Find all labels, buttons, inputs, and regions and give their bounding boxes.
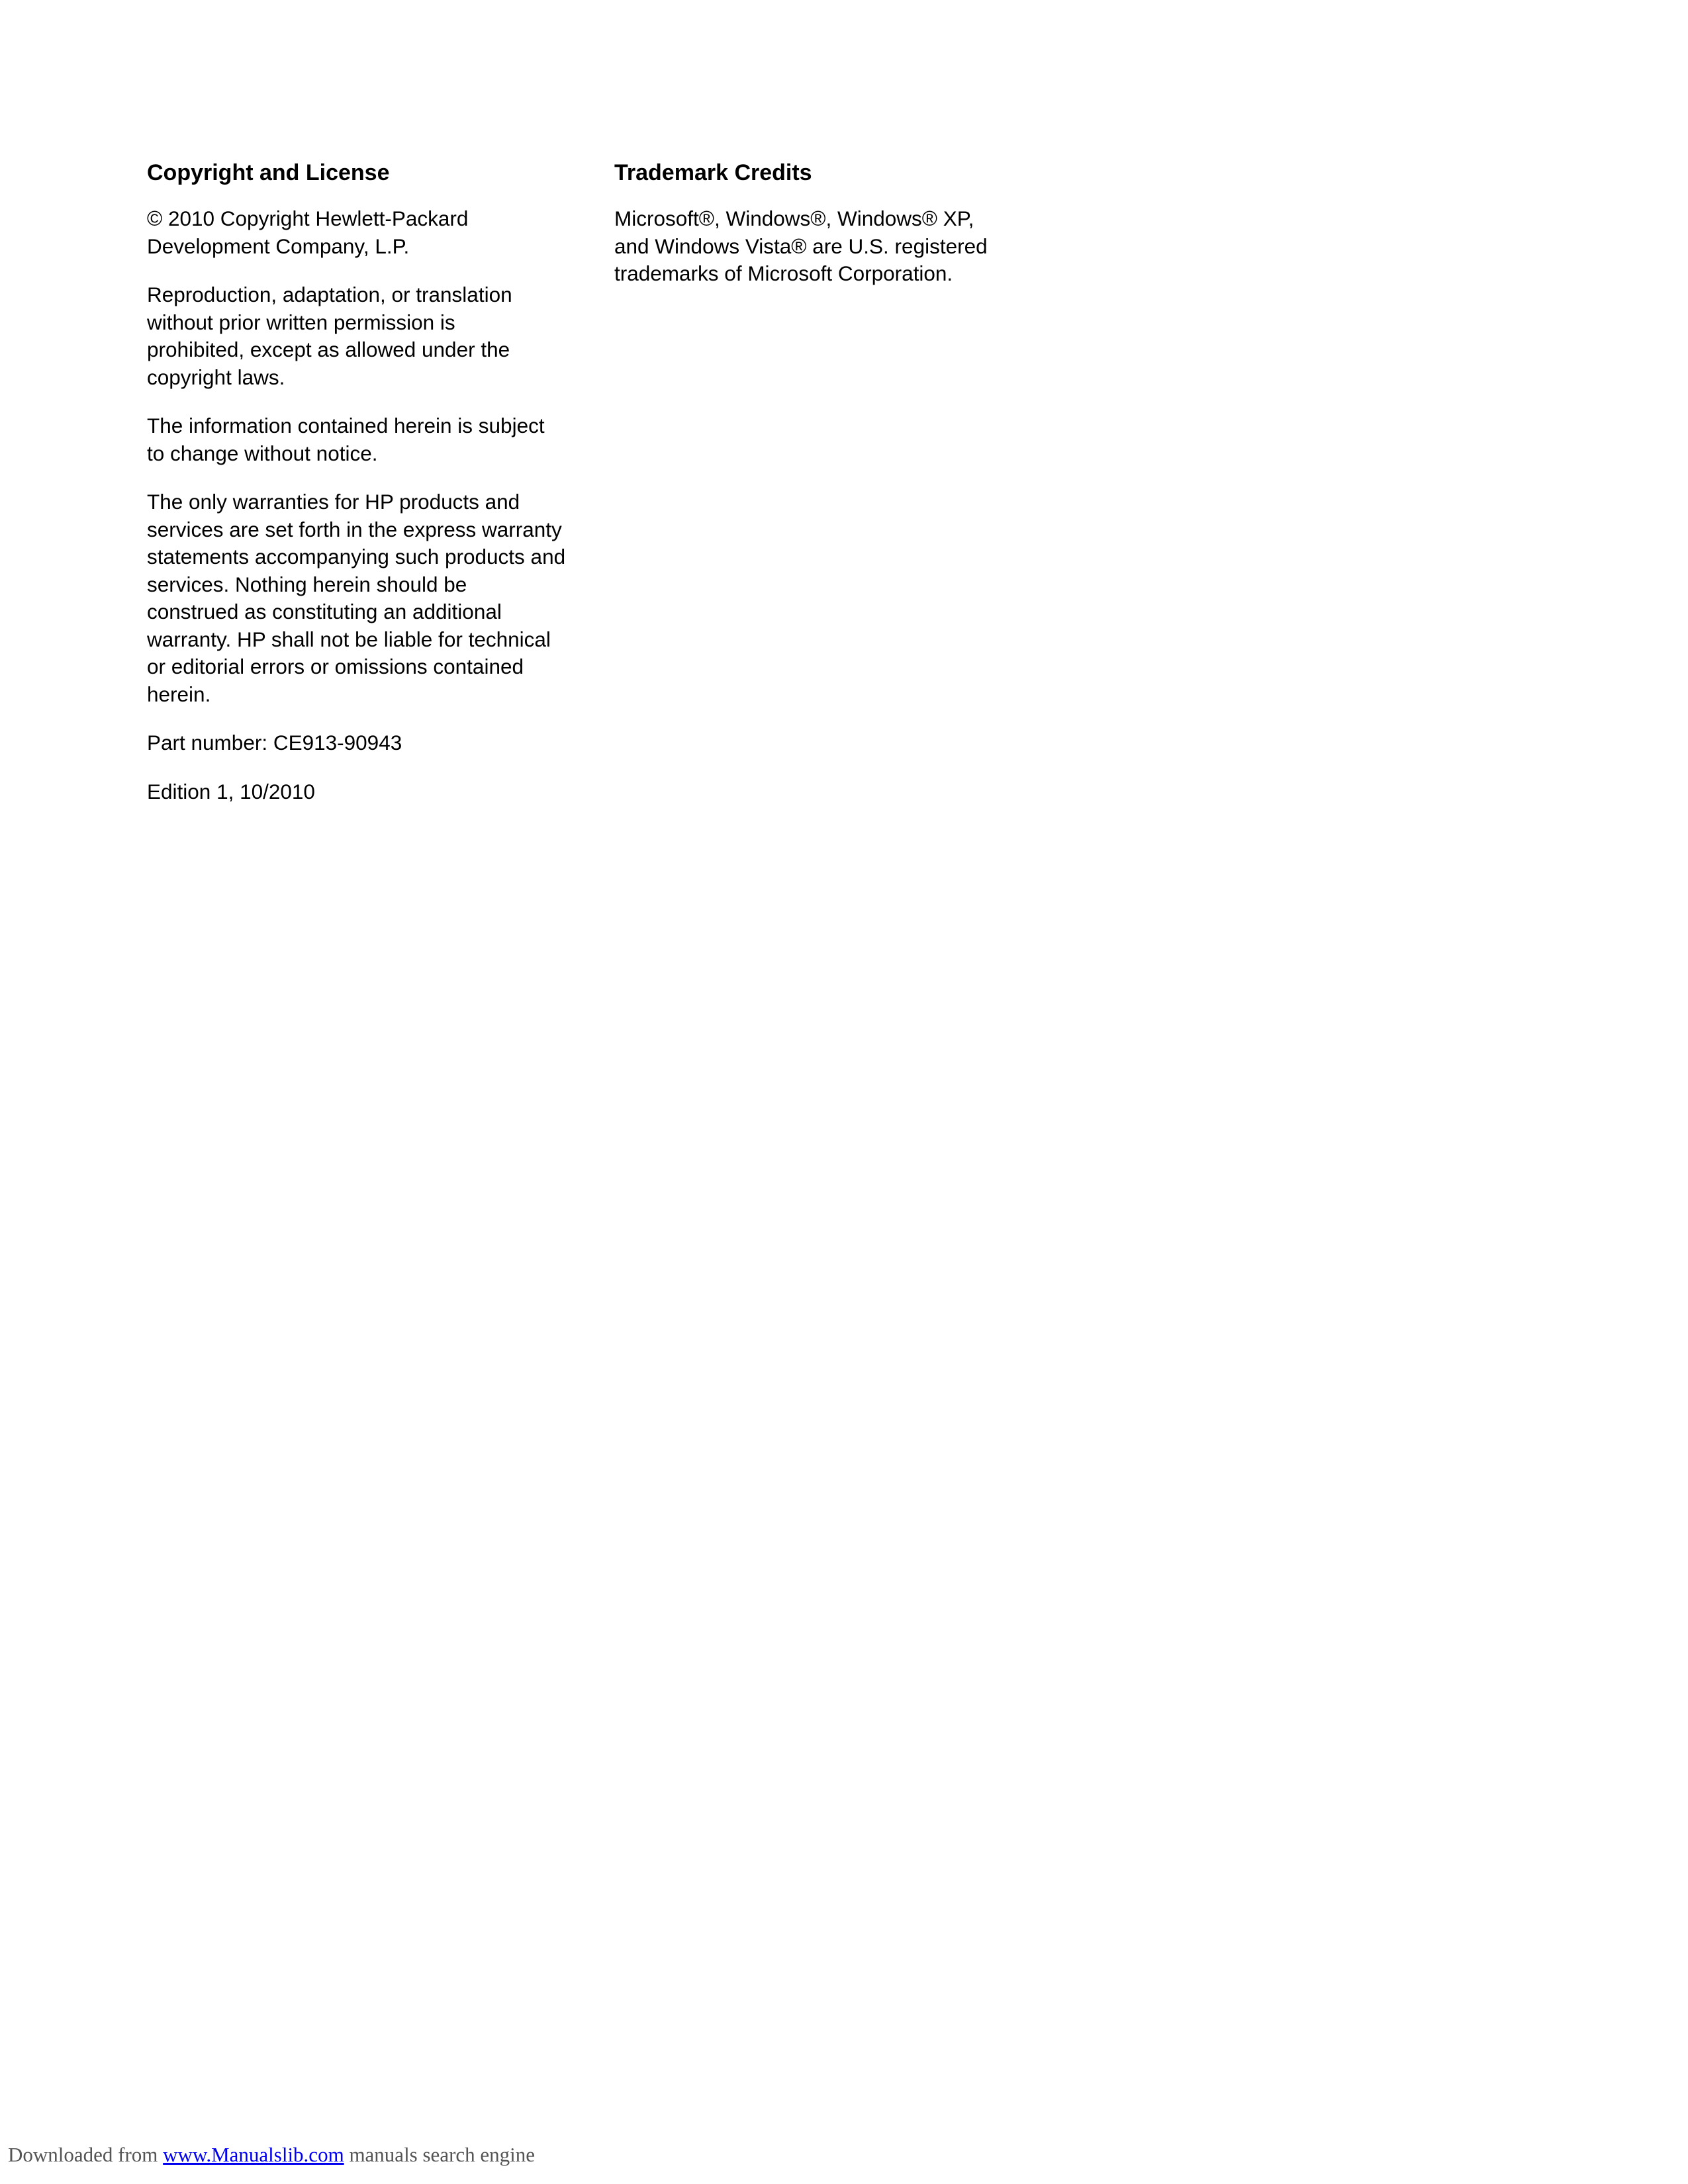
warranty-notice: The only warranties for HP products and services are set forth in the express warranty statements accompanying such products and services. Nothing herein should be construed as constituting an additional warranty. HP shall not be liable for technical or editorial errors or omissions contained herein. (147, 490, 566, 706)
trademark-heading: Trademark Credits (614, 160, 812, 185)
copyright-notice: © 2010 Copyright Hewlett-Packard Development Company, L.P. (147, 206, 469, 258)
edition: Edition 1, 10/2010 (147, 779, 315, 803)
change-notice: The information contained herein is subject to change without notice. (147, 414, 545, 465)
trademark-notice: Microsoft®, Windows®, Windows® XP, and Windows Vista® are U.S. registered trademarks of Microsoft Corporation. (614, 206, 988, 285)
trademark-section (614, 159, 1064, 309)
copyright-heading: Copyright and License (147, 160, 390, 185)
part-number: Part number: CE913-90943 (147, 731, 402, 754)
manualslib-link[interactable]: www.Manualslib.com (163, 2143, 344, 2166)
footer-suffix: manuals search engine (344, 2143, 536, 2166)
copyright-section (147, 159, 597, 827)
footer-prefix: Downloaded from (8, 2143, 164, 2166)
download-footer (8, 2142, 535, 2168)
reproduction-notice: Reproduction, adaptation, or translation without prior written permission is prohibited, except as allowed under the copyright laws. (147, 283, 512, 389)
